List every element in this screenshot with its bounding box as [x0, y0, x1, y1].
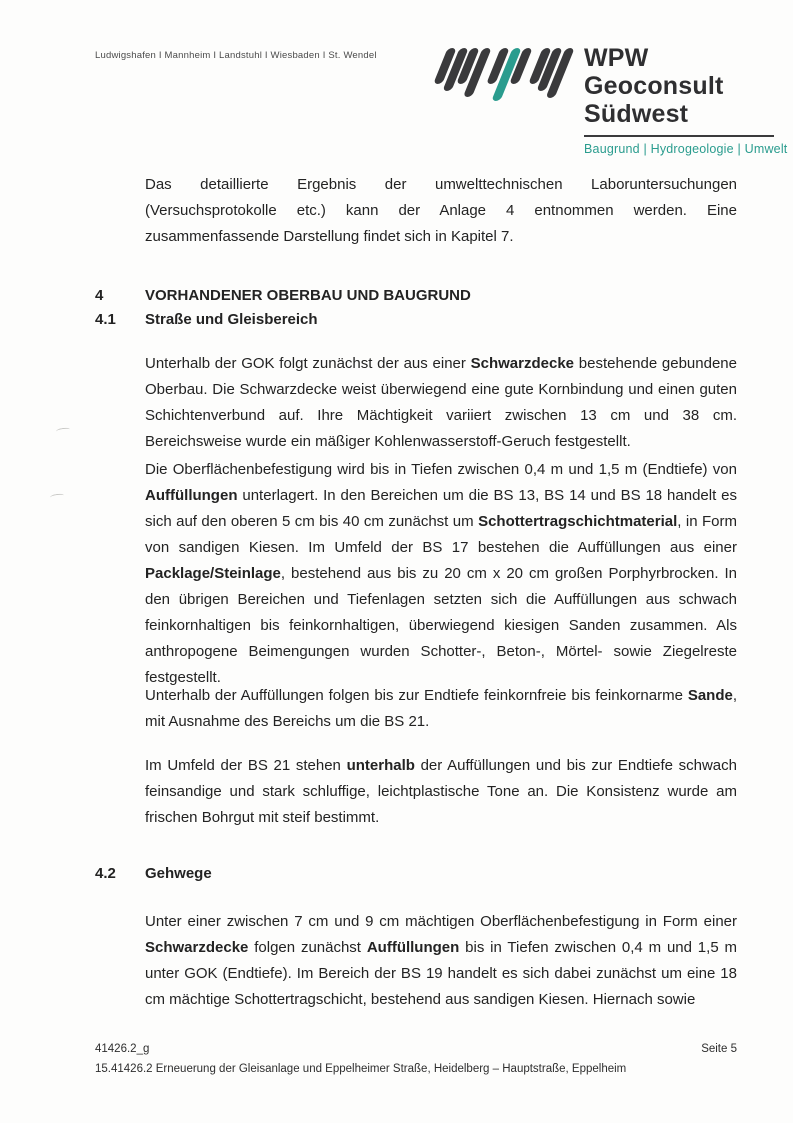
section-number: 4.1: [95, 311, 116, 328]
paragraph-auffuellungen: Die Oberflächenbefestigung wird bis in Tiefen zwischen 0,4 m und 1,5 m (Endtiefe) von Auffüllungen unterlagert. In den Bereichen um die BS 13, BS 14 und BS 18 handelt es sich auf den oberen 5 cm bis 40 cm zunächst um Schottertragschichtmaterial, in Form von sandigen Kiesen. Im Umfeld der BS 17 bestehen die Auffüllungen aus einer Packlage/Steinlage, bestehend aus bis zu 20 cm x 20 cm großen Porphyrbrocken. In den übrigen Bereichen und Tiefenlagen setzten sich die Auffüllungen aus schwach feinkornhaltigen bis feinkornhaltigen, überwiegend kiesigen Sanden zusammen. Als anthropogene Beimengungen wurden Schotter-, Beton-, Mörtel- sowie Ziegelreste festgestellt.: [145, 461, 737, 686]
section-heading-4-1: [95, 311, 737, 328]
section-number: 4: [95, 287, 104, 304]
brand-name-line1: WPW Geoconsult: [584, 44, 724, 100]
paragraph-oberbau: Unterhalb der GOK folgt zunächst der aus einer Schwarzdecke bestehende gebundene Oberbau. Die Schwarzdecke weist überwiegend eine gute Kornbindung und einen guten Schichtenverbund auf. Ihre Mächtigkeit variiert zwischen 13 cm und 38 cm. Bereichsweise wurde ein mäßiger Kohlenwasserstoff-Geruch festgestellt.: [145, 355, 737, 450]
section-title: VORHANDENER OBERBAU UND BAUGRUND: [145, 287, 471, 304]
section-number: 4.2: [95, 865, 116, 882]
paragraph-tone: Im Umfeld der BS 21 stehen unterhalb der Auffüllungen und bis zur Endtiefe schwach feinsandige und stark schluffige, leichtplastische Tone an. Die Konsistenz wurde am frischen Bohrgut mit steif bestimmt.: [145, 757, 737, 826]
footer-page-number: Seite 5: [701, 1043, 737, 1055]
section-heading-4-2: [95, 865, 737, 882]
footer-project-line: 15.41426.2 Erneuerung der Gleisanlage und Eppelheimer Straße, Heidelberg – Hauptstraße, Eppelheim: [95, 1063, 627, 1075]
intro-paragraph: Das detaillierte Ergebnis der umwelttechnischen Laboruntersuchungen (Versuchsprotokolle etc.) kann der Anlage 4 entnommen werden. Eine zusammenfassende Darstellung findet sich in Kapitel 7.: [145, 176, 737, 245]
paragraph-gehwege: Unter einer zwischen 7 cm und 9 cm mächtigen Oberflächenbefestigung in Form einer Schwarzdecke folgen zunächst Auffüllungen bis in Tiefen zwischen 0,4 m und 1,5 m unter GOK (Endtiefe). Im Bereich der BS 19 handelt es sich dabei zunächst um eine 18 cm mächtige Schottertragschicht, bestehend aus sandigen Kiesen. Hiernach sowie: [145, 913, 737, 1008]
paragraph-sande: Unterhalb der Auffüllungen folgen bis zur Endtiefe feinkornfreie bis feinkornarme Sande, mit Ausnahme des Bereichs um die BS 21.: [145, 687, 737, 730]
wpw-logo-icon: [426, 48, 576, 101]
company-logo: [437, 44, 793, 156]
brand-name-line2: Südwest: [584, 100, 689, 128]
section-heading-4: [95, 287, 737, 304]
footer-doc-code: 41426.2_g: [95, 1043, 150, 1055]
section-title: Gehwege: [145, 865, 212, 882]
office-locations-line: Ludwigshafen I Mannheim I Landstuhl I Wiesbaden I St. Wendel: [95, 50, 377, 61]
brand-tagline: Baugrund | Hydrogeologie | Umwelt: [584, 142, 788, 156]
section-title: Straße und Gleisbereich: [145, 311, 318, 328]
brand-divider: [584, 135, 774, 137]
brand-text-block: [584, 44, 793, 156]
scan-artifact: [50, 493, 65, 500]
scan-artifact: [56, 427, 71, 434]
